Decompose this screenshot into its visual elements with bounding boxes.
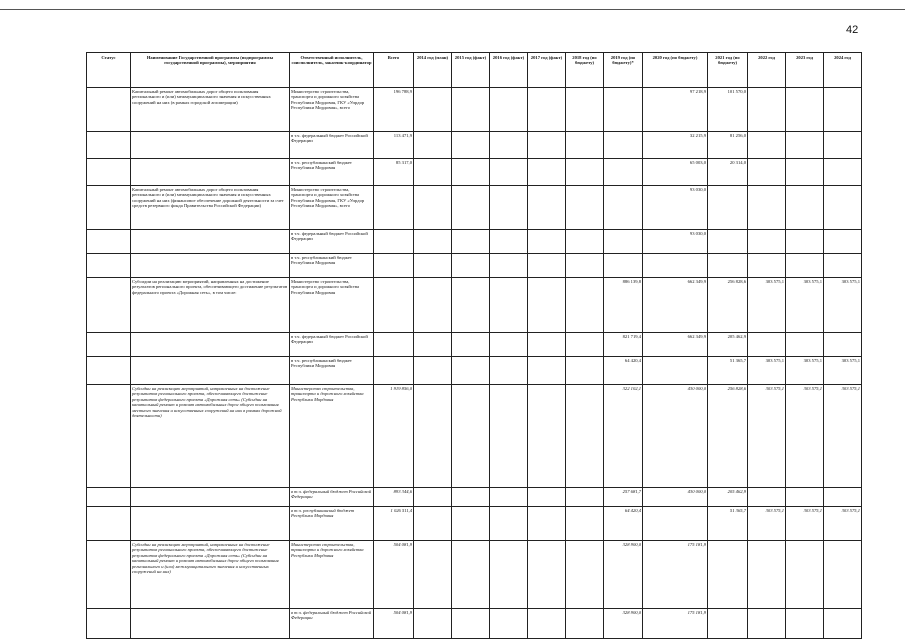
cell-y2016 [490,488,528,507]
header-cell: 2016 год (факт) [490,53,528,88]
cell-resp: в т.ч. федеральный бюджет Российской Федерации [290,230,374,254]
cell-y2016 [490,159,528,186]
cell-y2017 [528,186,566,230]
cell-y2016 [490,609,528,639]
cell-y2016 [490,254,528,278]
cell-status [87,132,131,159]
cell-y2024 [824,159,862,186]
cell-resp: в т.ч. республиканский бюджет Республики Мордовия [290,507,374,541]
cell-y2022 [748,230,786,254]
header-cell: 2024 год [824,53,862,88]
cell-total: 1 919 856,0 [374,385,414,488]
cell-name [131,132,290,159]
cell-y2019: 322 102,1 [604,385,643,488]
top-rule [0,9,905,10]
cell-y2023: 303 575,1 [786,385,824,488]
cell-resp: Министерство строительства, транспорта и дорожного хозяйства Республики Мордовия [290,278,374,333]
cell-name: Субсидии на реализацию мероприятий, направленных на достижение результатов регионального проекта, обеспечивающего достижение результатов федерального проекта «Дорожная сеть» (Субсидии на капитальный ремонт и ремонт автомобильных дорог общего пользования регионального и (или) межмуниципального значения и искусственных сооружений на них) [131,541,290,609]
cell-y2015 [452,132,490,159]
cell-resp: в т.ч. федеральный бюджет Российской Федерации [290,333,374,357]
table-row [87,186,862,230]
header-cell: Всего [374,53,414,88]
cell-status [87,488,131,507]
header-cell: 2019 год (по бюджету)* [604,53,643,88]
cell-y2015 [452,230,490,254]
header-cell: 2023 год [786,53,824,88]
cell-total [374,333,414,357]
cell-y2024: 303 575,1 [824,507,862,541]
cell-name [131,507,290,541]
cell-y2021 [708,541,748,609]
cell-name [131,159,290,186]
cell-y2016 [490,278,528,333]
cell-resp: в т.ч. федеральный бюджет Российской Федерации [290,132,374,159]
cell-y2016 [490,541,528,609]
cell-y2016 [490,333,528,357]
cell-y2021 [708,230,748,254]
cell-name: Капитальный ремонт автомобильных дорог общего пользования регионального и (или) межмуниципального значения и искусственных сооружений на них (финансовое обеспечение дорожной деятельности за счет средств резервного фонда Правительства Российской Федерации) [131,186,290,230]
cell-status [87,230,131,254]
cell-y2021: 20 314,0 [708,159,748,186]
cell-y2023: 303 575,1 [786,507,824,541]
cell-y2023: 303 575,1 [786,278,824,333]
cell-status [87,278,131,333]
cell-y2022: 303 575,1 [748,507,786,541]
cell-y2018 [566,159,604,186]
cell-y2014 [414,88,452,132]
table-row [87,357,862,385]
cell-y2022: 303 575,1 [748,357,786,385]
cell-y2023 [786,132,824,159]
cell-y2024 [824,254,862,278]
table-row [87,159,862,186]
cell-y2019: 328 900,0 [604,541,643,609]
cell-y2018 [566,230,604,254]
cell-resp: Министерство строительства, транспорта и дорожного хозяйства Республики Мордовия, ГКУ «Упрдор Республики Мордовия», всего [290,186,374,230]
cell-y2016 [490,132,528,159]
cell-y2024: 303 575,1 [824,357,862,385]
cell-y2017 [528,132,566,159]
cell-total: 893 344,6 [374,488,414,507]
cell-y2018 [566,88,604,132]
cell-y2023 [786,230,824,254]
cell-y2014 [414,230,452,254]
cell-y2020: 93 030,0 [643,186,708,230]
cell-y2021 [708,254,748,278]
cell-y2024 [824,333,862,357]
cell-y2019: 328 900,0 [604,609,643,639]
header-cell: 2015 год (факт) [452,53,490,88]
cell-y2018 [566,488,604,507]
cell-y2019: 886 139,8 [604,278,643,333]
cell-y2023 [786,159,824,186]
table-row [87,132,862,159]
cell-y2017 [528,254,566,278]
cell-y2024 [824,609,862,639]
cell-y2018 [566,541,604,609]
cell-y2023 [786,88,824,132]
cell-y2019 [604,132,643,159]
cell-y2014 [414,385,452,488]
cell-y2020: 93 030,0 [643,230,708,254]
cell-status [87,333,131,357]
cell-y2016 [490,88,528,132]
cell-name [131,488,290,507]
cell-y2024: 303 575,1 [824,385,862,488]
cell-y2018 [566,132,604,159]
cell-y2017 [528,333,566,357]
cell-name [131,609,290,639]
cell-y2022: 303 575,1 [748,278,786,333]
cell-resp: в т.ч. республиканский бюджет Республики Мордовия [290,357,374,385]
cell-y2017 [528,278,566,333]
cell-status [87,159,131,186]
cell-y2015 [452,254,490,278]
cell-y2022 [748,488,786,507]
cell-y2014 [414,357,452,385]
cell-y2019: 257 681,7 [604,488,643,507]
cell-y2014 [414,159,452,186]
cell-y2021: 51 365,7 [708,357,748,385]
budget-table [86,52,862,639]
page-number: 42 [846,24,859,36]
cell-y2020 [643,357,708,385]
header-cell: 2018 год (по бюджету) [566,53,604,88]
cell-y2020 [643,254,708,278]
cell-y2023 [786,186,824,230]
cell-y2022 [748,541,786,609]
cell-name [131,254,290,278]
cell-total: 113 471,9 [374,132,414,159]
cell-y2016 [490,186,528,230]
header-cell: Ответственный исполнитель, соисполнитель, заказчик-координатор [290,53,374,88]
cell-y2024 [824,488,862,507]
cell-status [87,357,131,385]
cell-resp: Министерство строительства, транспорта и дорожного хозяйства Республики Мордовия, ГКУ «Упрдор Республики Мордовия», всего [290,88,374,132]
cell-y2018 [566,357,604,385]
cell-total: 504 081,9 [374,541,414,609]
table-row [87,488,862,507]
cell-y2021: 256 828,6 [708,385,748,488]
cell-y2020: 430 000,0 [643,488,708,507]
cell-y2017 [528,507,566,541]
cell-y2022: 303 575,1 [748,385,786,488]
cell-status [87,507,131,541]
cell-y2023 [786,609,824,639]
cell-y2024 [824,541,862,609]
cell-y2019: 64 420,4 [604,357,643,385]
cell-y2017 [528,541,566,609]
cell-status [87,609,131,639]
cell-y2021 [708,609,748,639]
cell-y2020: 430 000,0 [643,385,708,488]
cell-y2015 [452,609,490,639]
cell-resp: в т.ч. республиканский бюджет Республики Мордовия [290,254,374,278]
cell-y2015 [452,357,490,385]
cell-y2018 [566,186,604,230]
table-row [87,333,862,357]
cell-y2022 [748,88,786,132]
cell-resp: Министерство строительства, транспорта и дорожного хозяйства Республики Мордовия [290,541,374,609]
cell-resp: Министерство строительства, транспорта и дорожного хозяйства Республики Мордовия [290,385,374,488]
cell-y2014 [414,132,452,159]
header-cell: 2014 год (план) [414,53,452,88]
cell-y2018 [566,385,604,488]
table-row [87,609,862,639]
cell-y2014 [414,488,452,507]
cell-y2014 [414,333,452,357]
cell-y2015 [452,88,490,132]
cell-y2023 [786,254,824,278]
cell-y2021: 205 462,9 [708,488,748,507]
cell-total [374,186,414,230]
cell-name: Капитальный ремонт автомобильных дорог общего пользования регионального и (или) межмуниципального значения и искусственных сооружений на них (в рамках городской агломерации) [131,88,290,132]
cell-y2015 [452,333,490,357]
cell-total: 1 026 511,4 [374,507,414,541]
cell-y2017 [528,609,566,639]
cell-y2020: 175 181,9 [643,609,708,639]
cell-y2023 [786,333,824,357]
cell-y2021: 81 256,0 [708,132,748,159]
cell-y2022 [748,254,786,278]
cell-y2022 [748,333,786,357]
cell-resp: в т.ч. федеральный бюджет Российской Федерации [290,488,374,507]
cell-y2014 [414,186,452,230]
cell-status [87,186,131,230]
header-cell: 2022 год [748,53,786,88]
cell-total: 196 788,9 [374,88,414,132]
cell-y2023 [786,488,824,507]
cell-y2021 [708,186,748,230]
cell-y2018 [566,609,604,639]
cell-status [87,88,131,132]
cell-y2017 [528,357,566,385]
cell-name: Субсидии на реализацию мероприятий, направленных на достижение результатов регионального проекта, обеспечивающего достижение результатов федерального проекта «Дорожная сеть», в том числе: [131,278,290,333]
cell-y2017 [528,230,566,254]
cell-y2015 [452,159,490,186]
cell-total [374,230,414,254]
cell-y2015 [452,488,490,507]
header-row [87,53,862,88]
cell-y2024 [824,230,862,254]
table-row [87,88,862,132]
cell-y2022 [748,609,786,639]
cell-y2020: 175 181,9 [643,541,708,609]
table-row [87,541,862,609]
cell-total [374,254,414,278]
cell-y2021: 51 365,7 [708,507,748,541]
cell-y2020: 662 349,9 [643,333,708,357]
table-row [87,507,862,541]
cell-y2015 [452,385,490,488]
cell-y2016 [490,385,528,488]
cell-y2017 [528,88,566,132]
cell-status [87,541,131,609]
cell-y2015 [452,186,490,230]
cell-y2017 [528,385,566,488]
cell-y2019 [604,88,643,132]
cell-y2021: 205 462,9 [708,333,748,357]
cell-y2022 [748,186,786,230]
cell-status [87,385,131,488]
cell-total: 504 081,9 [374,609,414,639]
cell-name: Субсидии на реализацию мероприятий, направленных на достижение результатов регионального проекта, обеспечивающего достижение результатов федерального проекта «Дорожная сеть» (Субсидии на капитальный ремонт и ремонт автомобильных дорог общего пользования местного значения и искусственных сооружений на них в рамках дорожной деятельности) [131,385,290,488]
header-cell: 2017 год (факт) [528,53,566,88]
cell-y2019 [604,230,643,254]
cell-name [131,333,290,357]
cell-y2023: 303 575,1 [786,357,824,385]
cell-y2024 [824,186,862,230]
cell-y2017 [528,159,566,186]
cell-y2014 [414,609,452,639]
cell-name [131,230,290,254]
cell-y2014 [414,278,452,333]
cell-y2018 [566,254,604,278]
cell-y2014 [414,254,452,278]
table-row [87,385,862,488]
cell-y2024 [824,132,862,159]
cell-y2016 [490,357,528,385]
cell-name [131,357,290,385]
cell-y2017 [528,488,566,507]
cell-y2018 [566,278,604,333]
cell-status [87,254,131,278]
cell-total: 85 317,0 [374,159,414,186]
cell-resp: в т.ч. республиканский бюджет Республики Мордовия [290,159,374,186]
cell-y2020: 65 003,0 [643,159,708,186]
cell-resp: в т.ч. федеральный бюджет Российской Федерации [290,609,374,639]
cell-y2020: 32 215,9 [643,132,708,159]
header-cell: Наименование Государственной программы (подпрограммы государственной программы), мероприятия [131,53,290,88]
cell-y2020: 97 218,9 [643,88,708,132]
cell-y2024: 303 575,1 [824,278,862,333]
cell-y2019 [604,159,643,186]
cell-y2019 [604,186,643,230]
cell-y2020 [643,507,708,541]
cell-y2022 [748,159,786,186]
cell-y2014 [414,507,452,541]
cell-y2020: 662 349,9 [643,278,708,333]
cell-y2015 [452,507,490,541]
cell-total [374,357,414,385]
table-row [87,230,862,254]
cell-y2024 [824,88,862,132]
cell-y2023 [786,541,824,609]
cell-y2016 [490,507,528,541]
cell-y2021: 256 828,6 [708,278,748,333]
cell-y2015 [452,541,490,609]
cell-total [374,278,414,333]
cell-y2014 [414,541,452,609]
cell-y2018 [566,333,604,357]
header-cell: 2021 год (по бюджету) [708,53,748,88]
cell-y2019: 64 420,4 [604,507,643,541]
cell-y2016 [490,230,528,254]
table-row [87,278,862,333]
cell-y2018 [566,507,604,541]
cell-y2015 [452,278,490,333]
header-cell: 2020 год (по бюджету) [643,53,708,88]
table-row [87,254,862,278]
header-cell: Статус [87,53,131,88]
cell-y2021: 101 570,0 [708,88,748,132]
cell-y2022 [748,132,786,159]
cell-y2019 [604,254,643,278]
cell-y2019: 821 719,4 [604,333,643,357]
